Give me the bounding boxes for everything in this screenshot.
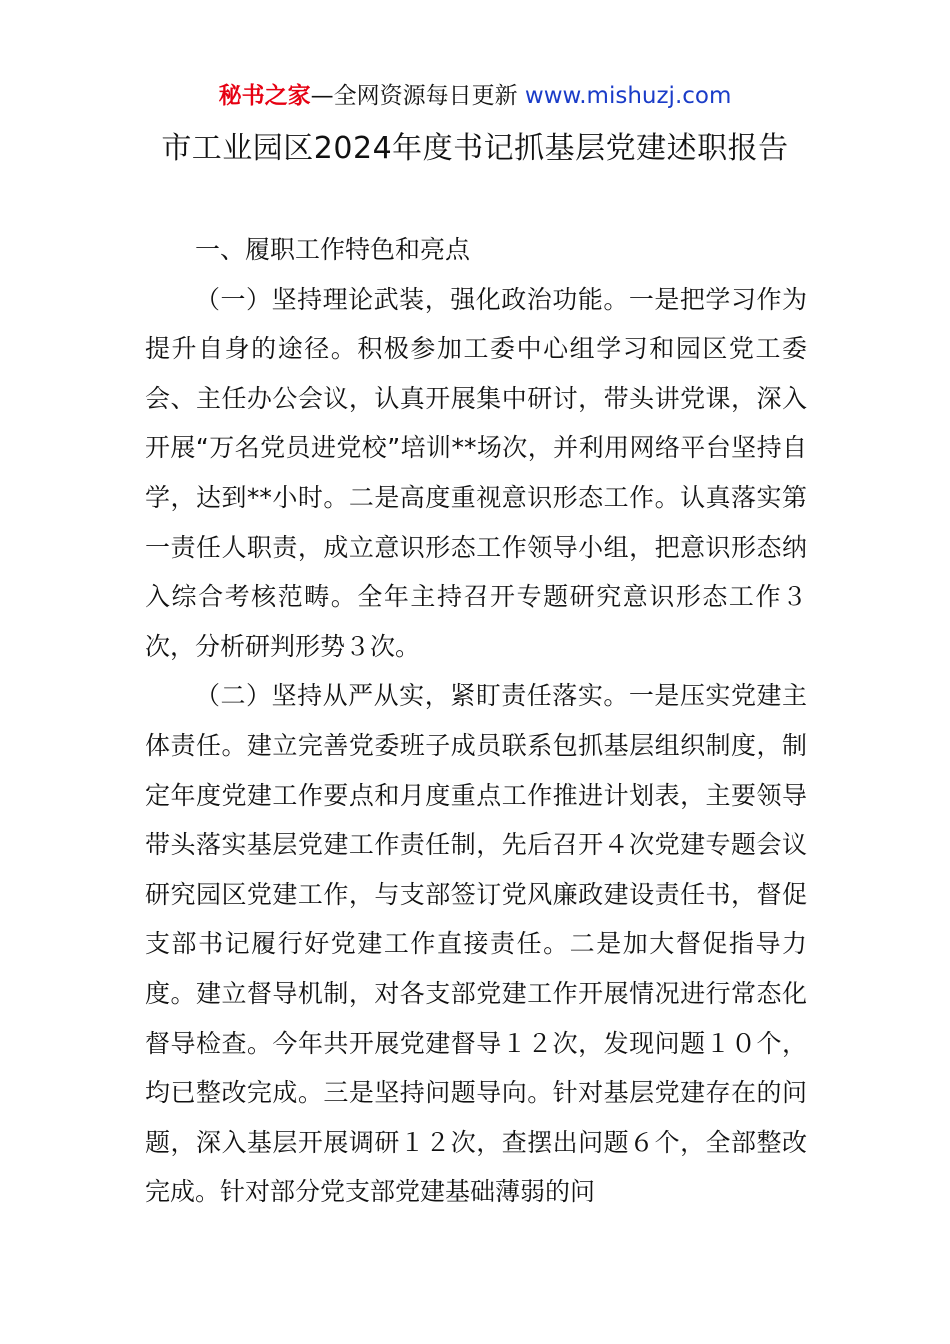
section-heading: 一、履职工作特色和亮点 <box>195 235 471 264</box>
paragraph-theory: （一）坚持理论武装，强化政治功能。一是把学习作为提升自身的途径。积极参加工委中心组学习和园区党工委会、主任办公会议，认真开展集中研讨，带头讲党课，深入开展“万名党员进党校”培训**场次，并利用网络平台坚持自学，达到**小时。二是高度重视意识形态工作。认真落实第一责任人职责，成立意识形态工作领导小组，把意识形态纳入综合考核范畴。全年主持召开专题研究意识形态工作３次，分析研判形势３次。 <box>145 284 807 661</box>
paragraph-responsibility: （二）坚持从严从实，紧盯责任落实。一是压实党建主体责任。建立完善党委班子成员联系包抓基层组织制度，制定年度党建工作要点和月度重点工作推进计划表，主要领导带头落实基层党建工作责任制，先后召开４次党建专题会议研究园区党建工作，与支部签订党风廉政建设责任书，督促支部书记履行好党建工作直接责任。二是加大督促指导力度。建立督导机制，对各支部党建工作开展情况进行常态化督导检查。今年共开展党建督导１２次，发现问题１０个，均已整改完成。三是坚持问题导向。针对基层党建存在的问题，深入基层开展调研１２次，查摆出问题６个，全部整改完成。针对部分党支部党建基础薄弱的问 <box>145 681 807 1207</box>
document-body <box>145 225 807 1217</box>
site-header <box>0 80 950 112</box>
site-url[interactable]: www.mishuzj.com <box>524 83 732 109</box>
brand-name: 秘书之家 <box>218 83 311 109</box>
document-title: 市工业园区2024年度书记抓基层党建述职报告 <box>161 131 789 166</box>
header-slogan: —全网资源每日更新 <box>310 83 525 109</box>
